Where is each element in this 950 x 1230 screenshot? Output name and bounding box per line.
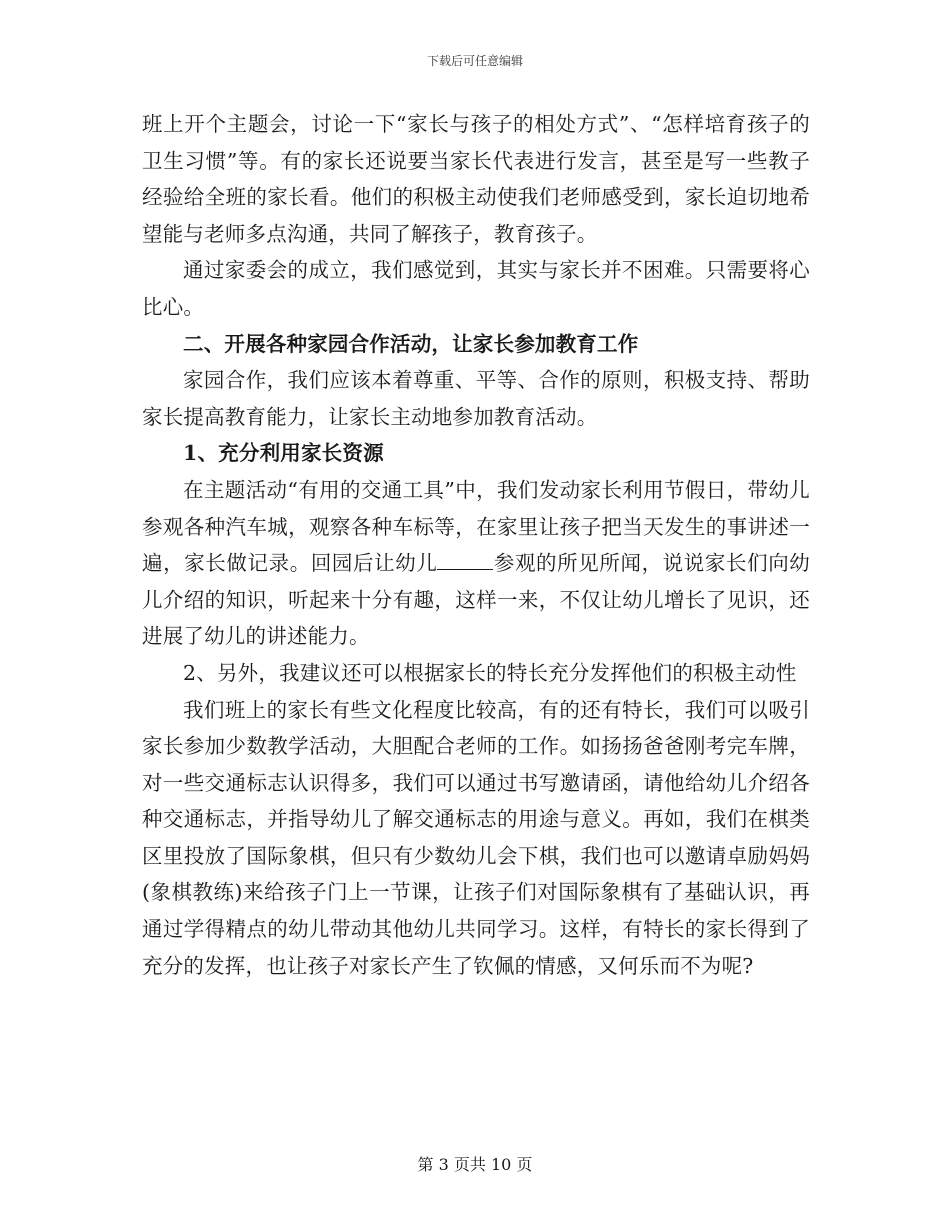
page-number-footer: 第 3 页共 10 页	[417, 1155, 533, 1174]
paragraph-cooperation: 家园合作，我们应该本着尊重、平等、合作的原则，积极支持、帮助家长提高教育能力，让家长主动地参加教育活动。	[142, 368, 810, 429]
section-heading-2: 二、开展各种家园合作活动，让家长参加教育工作	[183, 331, 639, 356]
paragraph-class-meeting: 班上开个主题会，讨论一下“家长与孩子的相处方式”、“怎样培育孩子的卫生习惯”等。有的家长还说要当家长代表进行发言，甚至是写一些教子经验给全班的家长看。他们的积极主动使我们老师感受到，家长迫切地希望能与老师多点沟通，共同了解孩子，教育孩子。	[142, 112, 810, 246]
paragraph-parent-teaching: 我们班上的家长有些文化程度比较高，有的还有特长，我们可以吸引家长参加少数教学活动，大胆配合老师的工作。如扬扬爸爸刚考完车牌，对一些交通标志认识得多，我们可以通过书写邀请函，请他给幼儿介绍各种交通标志，并指导幼儿了解交通标志的用途与意义。再如，我们在棋类区里投放了国际象棋，但只有少数幼儿会下棋，我们也可以邀请卓励妈妈(象棋教练)来给孩子门上一节课，让孩子们对国际象棋有了基础认识，再通过学得精点的幼儿带动其他幼儿共同学习。这样，有特长的家长得到了充分的发挥，也让孩子对家长产生了钦佩的情感，又何乐而不为呢?	[142, 697, 810, 978]
page-header-note: 下载后可任意编辑	[426, 54, 523, 68]
paragraph-parent-specialty: 2、另外，我建议还可以根据家长的特长充分发挥他们的积极主动性	[183, 660, 797, 685]
paragraph-transport-part-a: 在主题活动“有用的交通工具”中，我们发动家长利用节假日，带幼儿参观各种汽车城，观察各种车标等，在家里让孩子把当天发生的事讲述一遍，家长做记录。回园后让幼儿	[142, 477, 810, 576]
subsection-heading-1: 1、充分利用家长资源	[183, 441, 384, 466]
fill-in-blank	[437, 551, 493, 570]
paragraph-transport-part-b: 参观的所见所闻，说说家长们向幼儿介绍的知识，听起来十分有趣，这样一来，不仅让幼儿增长了见识，还进展了幼儿的讲述能力。	[142, 551, 810, 649]
document-body	[142, 106, 810, 984]
paragraph-committee: 通过家委会的成立，我们感觉到，其实与家长并不困难。只需要将心比心。	[142, 258, 810, 319]
paragraph-transport-activity	[142, 472, 810, 655]
